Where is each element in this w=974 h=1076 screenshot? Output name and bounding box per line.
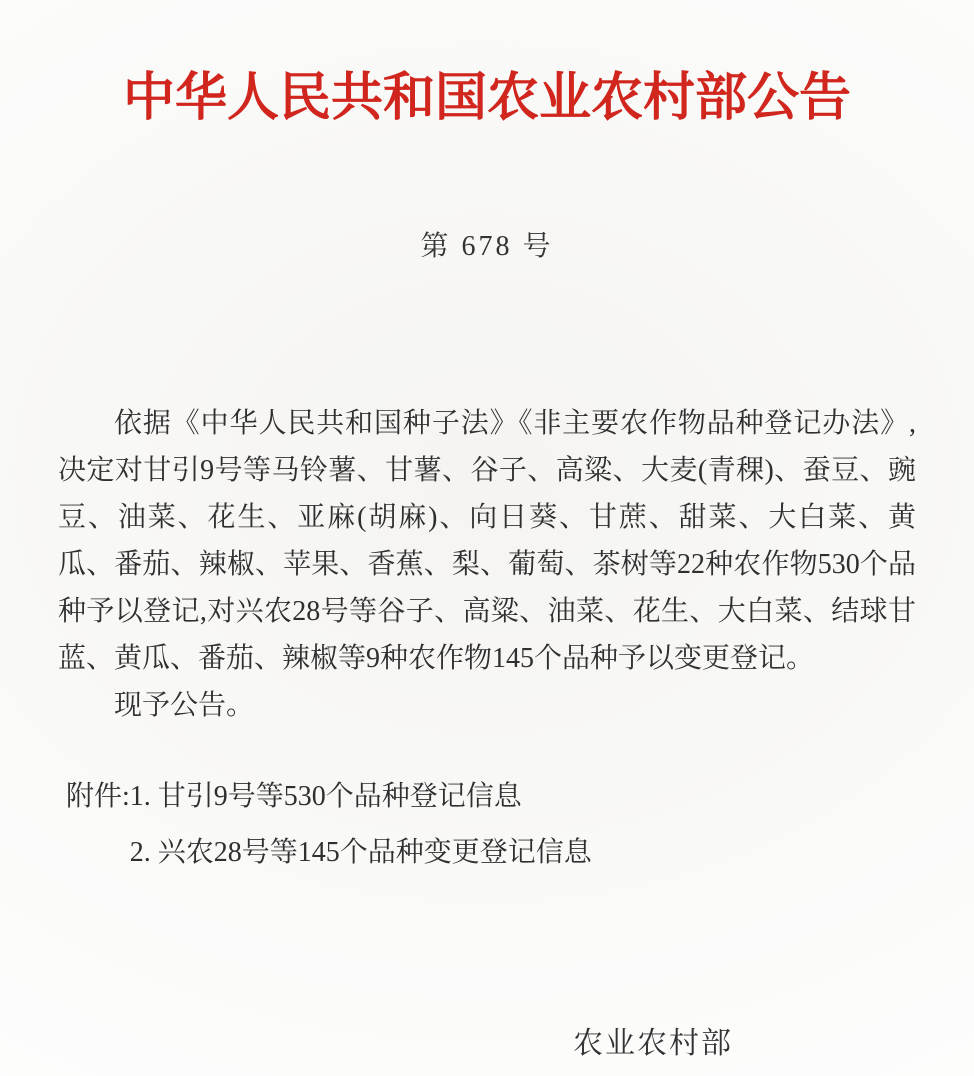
attachment-item-1: 1. 甘引9号等530个品种登记信息 bbox=[129, 781, 522, 812]
signature: 农业农村部 bbox=[573, 1027, 733, 1060]
document-number: 第 678 号 bbox=[420, 231, 554, 262]
attachments-section bbox=[66, 769, 974, 881]
body-paragraph-2: 现予公告。 bbox=[114, 690, 255, 721]
attachments-list bbox=[130, 769, 592, 881]
document-title: 中华人民共和国农业农村部公告 bbox=[122, 70, 851, 127]
attachments-label: 附件: bbox=[66, 781, 130, 812]
attachment-item-2: 2. 兴农28号等145个品种变更登记信息 bbox=[129, 837, 592, 868]
document-body bbox=[0, 400, 974, 729]
body-paragraph-1: 依据《中华人民共和国种子法》《非主要农作物品种登记办法》,决定对甘引9号等马铃薯、甘薯、谷子、高粱、大麦(青稞)、蚕豆、豌豆、油菜、花生、亚麻(胡麻)、向日葵、甘蔗、甜菜、大白菜、黄瓜、番茄、辣椒、苹果、香蕉、梨、葡萄、茶树等22种农作物530个品种予以登记,对兴农28号等谷子、高粱、油菜、花生、大白菜、结球甘蓝、黄瓜、番茄、辣椒等9种农作物145个品种予以变更登记。 bbox=[58, 408, 916, 674]
